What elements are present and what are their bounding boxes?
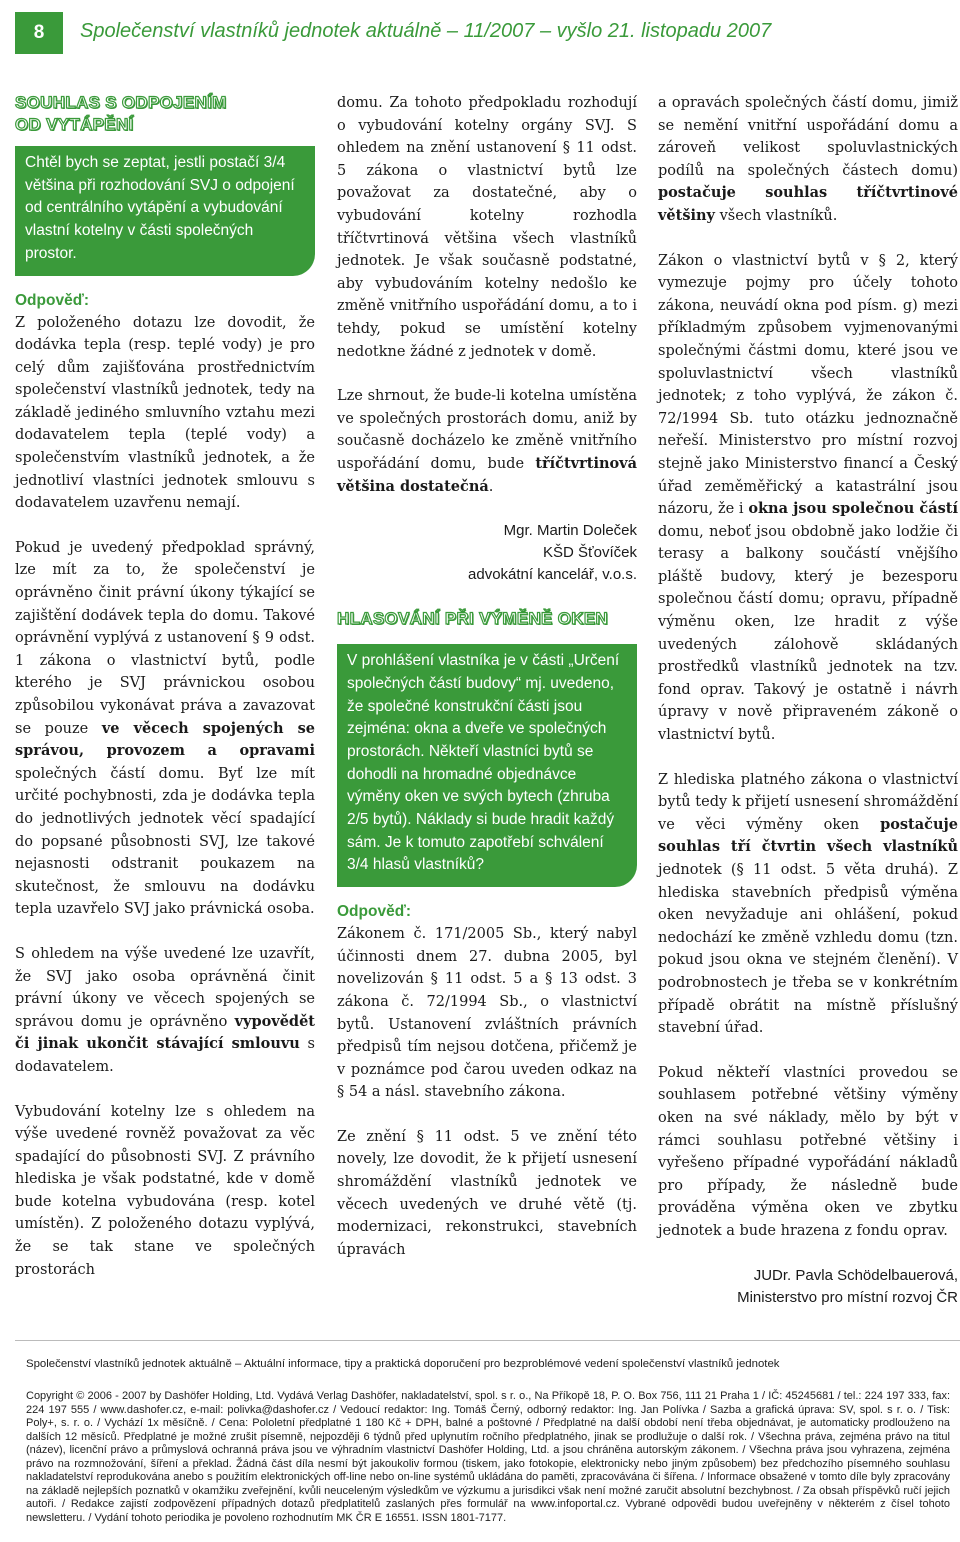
section1-paragraph-3 — [15, 943, 315, 1079]
text-run: všech vlastníků. — [715, 207, 838, 224]
section1-paragraph-1: Z položeného dotazu lze dovodit, že dodávka tepla (resp. teplé vody) je pro celý dům zajišťována prostřednictvím společenství vlastníků jednotek, tedy na základě jediného smluvního vztahu mezi dodavatelem tepla (teplé vody) a společenstvím vlastníků jednotek, a že jednotliví vlastníci jednotek smlouvu s dodavatelem uzavřenu nemají. — [15, 314, 315, 512]
author-name: JUDr. Pavla Schödelbauerová, — [753, 1266, 958, 1284]
text-run: jednotek (§ 11 odst. 5 věta druhá). Z hlediska stavebních předpisů výměna oken nevyžaduje ani ohlášení, pokud nedochází ke změně vzhledu domu (tzn. pokud jsou okna ve stejném členění). V podrobnostech je třeba se v konkrétním případě obrátit na místně příslušný stavební úřad. — [658, 862, 958, 1037]
section1-title — [15, 92, 315, 136]
section1-signature — [337, 520, 637, 586]
author-org: advokátní kancelář, v.o.s. — [468, 566, 637, 584]
column-2 — [337, 92, 637, 1283]
footer-tagline: Společenství vlastníků jednotek aktuálně – Aktuální informace, tipy a praktická doporučení pro bezproblémové vedení společenství vlastníků jednotek — [26, 1358, 780, 1370]
text-run: domu, neboť jsou obdobně jako lodžie či terasy a balkony součástí vnějšího pláště budovy, který je bezesporu společnou částí domu; opravu, případně výměnu oken, lze hradit z výše uvedených zálohově skládaných prostředků vlastníků jednotek na tzv. fond oprav. Takový je ostatně i návrh úpravy v nově připraveném zákoně o vlastnictví bytů. — [658, 523, 958, 744]
running-title: Společenství vlastníků jednotek aktuálně – 11/2007 – vyšlo 21. listopadu 2007 — [80, 20, 772, 42]
column-3 — [658, 92, 958, 1331]
emphasis: vypovědět či jinak ukončit stávající smlouvu — [15, 1012, 315, 1053]
section1-paragraph-5 — [337, 385, 637, 498]
text-run: Z hlediska platného zákona o vlastnictví bytů tedy k přijetí usnesení shromáždění ve věci výměny oken — [658, 771, 958, 833]
text-run: společných částí domu. Byť lze mít určité pochybnosti, zda je dodávka tepla do jednotlivých jednotek věcí spadající do popsané působnosti SVJ, lze takové nejasnosti odstranit poukazem na skutečnost, že smlouvu na dodávku tepla uzavřelo SVJ jako právnická osoba. — [15, 765, 315, 918]
section1-answer-label: Odpověď: — [15, 291, 90, 309]
text-run: Lze shrnout, že bude-li kotelna umístěna ve společných prostorách domu, aniž by současně docházelo ke změně vnitřního uspořádání domu, bude — [337, 388, 637, 472]
section1-question-box: Chtěl bych se zeptat, jestli postačí 3/4 většina při rozhodování SVJ o odpojení od centrálního vytápění a vybudování vlastní kotelny v části společných prostor. — [15, 146, 315, 276]
section2-signature — [658, 1265, 958, 1309]
section2-paragraph-1: Zákonem č. 171/2005 Sb., který nabyl účinnosti dnem 27. dubna 2005, byl novelizován § 11 odst. 5 a § 13 odst. 3 zákona č. 72/1994 Sb., o vlastnictví bytů. Ustanovení zvláštních právních předpisů tím nejsou dotčena, přičemž je v poznámce pod čarou uveden odkaz na § 54 a násl. stavebního zákona. — [337, 926, 637, 1101]
emphasis: tříčtvrtinová většina dostatečná — [337, 454, 637, 495]
footer-divider — [15, 1340, 960, 1341]
section2-paragraph-4 — [658, 769, 958, 1040]
section1-paragraph-2 — [15, 537, 315, 921]
emphasis: okna jsou společnou částí — [748, 500, 959, 518]
section2-paragraph-2-part1: Ze znění § 11 odst. 5 ve znění této novely, lze dovodit, že k přijetí usnesení shromáždění vlastníků jednotek ve věcech uvedených ve druhé větě (tj. modernizaci, rekonstrukci, stavebních úpravách — [337, 1128, 637, 1258]
section2-question-box: V prohlášení vlastníka je v části „Určení společných částí budovy“ mj. uvedeno, že společné konstrukční části jsou zejména: okna a dveře ve společných prostorách. Někteří vlastníci bytů se dohodli na hromadné objednávce výměny oken ve svých bytech (zhruba 2/5 bytů). Náklady si bude hradit každý sám. Je k tomuto zapotřebí schválení 3/4 hlasů vlastníků? — [337, 644, 637, 887]
text-run: S ohledem na výše uvedené lze uzavřít, že SVJ jako osoba oprávněná činit právní úkony ve věcech spojených se správou domu je oprávněno — [15, 945, 315, 1030]
author-name: Mgr. Martin Doleček — [503, 522, 637, 540]
author-org: Ministerstvo pro místní rozvoj ČR — [737, 1288, 958, 1306]
section1-paragraph-4-part2: domu. Za tohoto předpokladu rozhodují o vybudování kotelny orgány SVJ. S ohledem na znění ustanovení § 11 odst. 5 zákona o vlastnictví bytů lze považovat za dostatečné, aby o vybudování kotelny rozhodla tříčtvrtinová většina všech vlastníků jednotek. Je však současně podstatné, aby vybudováním kotelny nedošlo ke změně vnitřního uspořádání domu, a to i tehdy, pokud se umístění kotelny nedotkne žádné z jednotek v domě. — [337, 95, 637, 360]
emphasis: ve věcech spojených se správou, provozem a opravami — [15, 719, 316, 760]
section2-paragraph-5: Pokud někteří vlastníci provedou se souhlasem potřebné většiny výměny oken na své náklady, mělo by být v rámci souhlasu potřebné většiny i vyřešeno případné vypořádání nákladů pro případy, že následně bude prováděna výměna oken ve zbytku jednotek a bude hrazena z fondu oprav. — [658, 1064, 958, 1239]
column-1 — [15, 92, 315, 1303]
text-run: Pokud je uvedený předpoklad správný, lze mít za to, že společenství je oprávněno činit právní úkony týkající se zajištění dodávek tepla do domu. Takové oprávnění vyplývá z ustanovení § 9 odst. 1 zákona o vlastnictví bytů, podle kterého je SVJ právnickou osobou způsobilou vykonávat práva a zavazovat se pouze — [15, 539, 315, 737]
emphasis: postačuje souhlas tří čtvrtin všech vlastníků — [658, 815, 958, 856]
page-number: 8 — [15, 12, 63, 54]
section1-title-line2: OD VYTÁPĚNÍ — [15, 115, 134, 134]
section1-title-line1: SOUHLAS S ODPOJENÍM — [15, 93, 227, 112]
text-run: a opravách společných částí domu, jimiž se nemění vnitřní uspořádání domu a zároveň velikost spoluvlastnických podílů na společných částech domu) — [658, 95, 958, 179]
page-header — [0, 12, 960, 54]
section1-paragraph-4-part1: Vybudování kotelny lze s ohledem na výše uvedené rovněž považovat za věc spadající do působnosti SVJ. Z právního hlediska je však podstatné, kde v domě bude kotelna vybudována (resp. kotel umístěn). Z položeného dotazu vyplývá, že se tak stane ve společných prostorách — [15, 1103, 315, 1278]
section2-paragraph-2-part2 — [658, 92, 958, 228]
emphasis: postačuje souhlas tříčtvrtinové většiny — [658, 184, 958, 224]
section2-title: HLASOVÁNÍ PŘI VÝMĚNĚ OKEN — [337, 609, 609, 629]
section2-answer-label: Odpověď: — [337, 903, 412, 921]
text-run: s dodavatelem. — [15, 1036, 315, 1075]
text-run: . — [488, 478, 494, 495]
section2-paragraph-3 — [658, 250, 958, 747]
text-run: Zákon o vlastnictví bytů v § 2, který vymezuje pojmy pro účely tohoto zákona, neuvádí okna pod písm. g) mezi příkladmým způsobem vyjmenovanými společnými částmi domu, které jsou ve spoluvlastnictví všech vlastníků jednotek; z toho vyplývá, že zákon č. 72/1994 Sb. tuto otázku jednoznačně neřeší. Ministerstvo pro místní rozvoj stejně jako Ministerstvo financí a Český úřad zeměměřický a katastrální jsou názoru, že i — [658, 252, 958, 518]
footer-copyright: Copyright © 2006 - 2007 by Dashöfer Holding, Ltd. Vydává Verlag Dashöfer, nakladatelství, spol. s r. o., Na Příkopě 18, P. O. Box 756, 111 21 Praha 1 / IČ: 45245681 / tel.: 224 197 333, fax: 224 197 555 / www.dashofer.cz, e-mail: polivka@dashofer.cz / Vedoucí redaktor: Ing. Tomáš Černý, odborný redaktor: Ing. Jan Polívka / Sazba a grafická úprava: SV, spol. s r. o. / Tisk: Poly+, s. r. o. / Vychází 1x měsíčně. / Cena: Pololetní předplatné 1 180 Kč + DPH, balné a poštovné / Předplatné na další období není třeba objednávat, je automaticky prodlouženo na dalších 12 měsíců. Předplatné je možné zrušit písemně, nejpozději 6 týdnů před uplynutím ročního předplatného, jinak se prodlužuje o další rok. / Všechna práva, zejména právo na titul (název), licenční právo a průmyslová ochranná práva jsou ve výhradním vlastnictví Dashöfer Holding, Ltd. a jsou chráněna autorským zákonem. / Všechna práva jsou vyhrazena, zejména právo na rozmnožování, šíření a překlad. Žádná část díla nesmí být jakoukoliv formou (tiskem, jako fotokopie, elektronicky nebo jiným způsobem) bez předchozího písemného souhlasu nakladatelství reprodukována anebo s použitím elektronických off-line nebo on-line systémů ukládána do paměti, zpracovávána či šířena. / Informace obsažené v tomto díle byly zpracovány na základě nejlepších poznatků v okamžiku zveřejnění, kvůli neuceleným výsledkům ve výzkumu a jurisdikci však není možné zaručit absolutní bezchybnost. / Za obsah příspěvků ručí jejich autoři. / Redakce zajistí zodpovězení případných dotazů předplatitelů zaslaných přes formulář na www.infoportal.cz. Vybrané odpovědi budou uveřejněny v některém z čísel tohoto newsletteru. / Vydání tohoto periodika je povoleno rozhodnutím MK ČR E 16551. ISSN 1801-7177. — [26, 1390, 950, 1524]
author-org: KŠD Šťovíček — [543, 544, 637, 562]
